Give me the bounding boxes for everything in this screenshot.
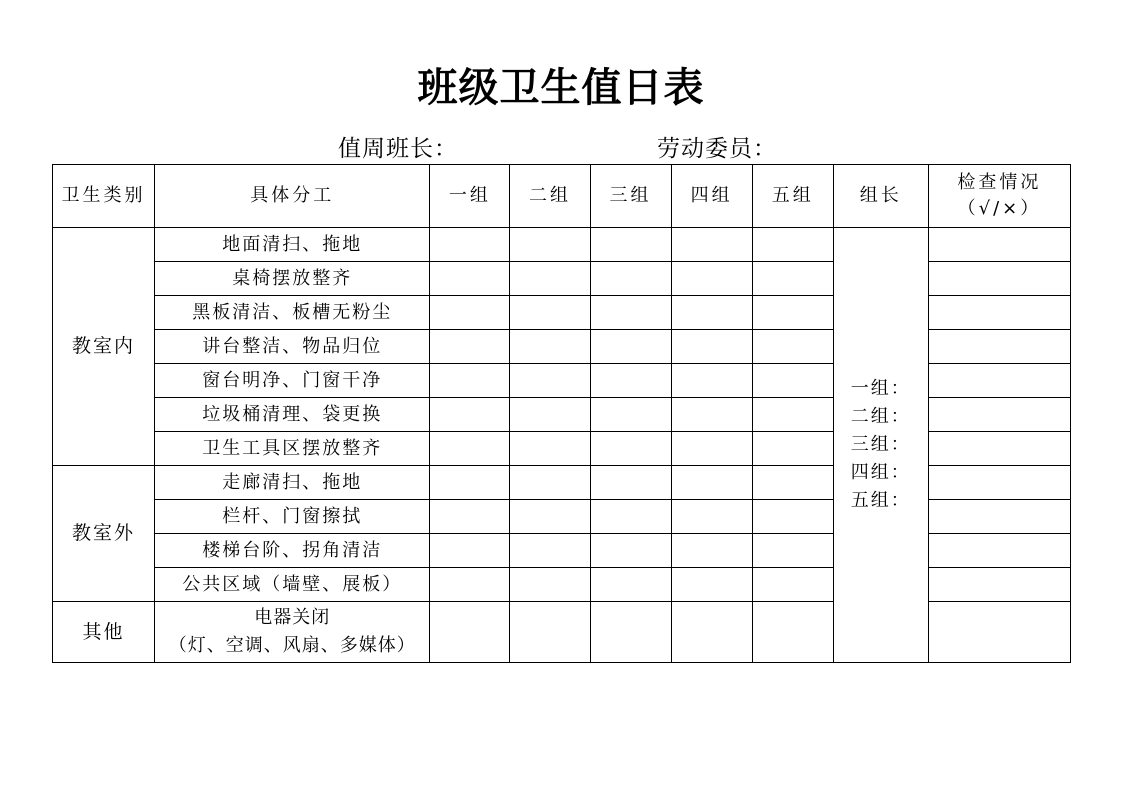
group-2-cell[interactable] — [510, 398, 590, 432]
task-appliances-detail: （灯、空调、风扇、多媒体） — [168, 635, 416, 656]
group-4-cell[interactable] — [671, 602, 752, 663]
check-cell[interactable] — [928, 432, 1070, 466]
check-cell[interactable] — [928, 296, 1070, 330]
leader-group-3: 三组： — [850, 434, 911, 455]
task-cell: 公共区域（墙壁、展板） — [155, 568, 430, 602]
group-4-cell[interactable] — [671, 500, 752, 534]
group-3-cell[interactable] — [590, 534, 671, 568]
check-cell[interactable] — [928, 262, 1070, 296]
check-cell[interactable] — [928, 602, 1070, 663]
group-2-cell[interactable] — [510, 296, 590, 330]
group-5-cell[interactable] — [752, 602, 833, 663]
task-cell: 地面清扫、拖地 — [155, 228, 430, 262]
group-2-cell[interactable] — [510, 602, 590, 663]
group-2-cell[interactable] — [510, 228, 590, 262]
group-3-cell[interactable] — [590, 568, 671, 602]
group-5-cell[interactable] — [752, 466, 833, 500]
group-4-cell[interactable] — [671, 432, 752, 466]
group-4-cell[interactable] — [671, 534, 752, 568]
task-appliances: 电器关闭 — [254, 607, 331, 628]
leader-group-5: 五组： — [850, 490, 911, 511]
group-3-cell[interactable] — [590, 500, 671, 534]
category-indoor: 教室内 — [53, 228, 155, 466]
check-cell[interactable] — [928, 398, 1070, 432]
group-1-cell[interactable] — [430, 398, 510, 432]
header-group-2: 二组 — [510, 165, 590, 228]
group-5-cell[interactable] — [752, 398, 833, 432]
leader-group-1: 一组： — [850, 378, 911, 399]
group-2-cell[interactable] — [510, 534, 590, 568]
group-3-cell[interactable] — [590, 296, 671, 330]
header-check-title: 检查情况 — [957, 172, 1042, 193]
labor-committee-label: 劳动委员： — [657, 136, 777, 162]
group-5-cell[interactable] — [752, 330, 833, 364]
task-cell: 垃圾桶清理、袋更换 — [155, 398, 430, 432]
group-5-cell[interactable] — [752, 432, 833, 466]
group-4-cell[interactable] — [671, 262, 752, 296]
group-2-cell[interactable] — [510, 500, 590, 534]
header-group-1: 一组 — [430, 165, 510, 228]
group-1-cell[interactable] — [430, 364, 510, 398]
group-3-cell[interactable] — [590, 398, 671, 432]
task-cell: 窗台明净、门窗干净 — [155, 364, 430, 398]
group-4-cell[interactable] — [671, 296, 752, 330]
task-cell — [155, 602, 430, 663]
group-5-cell[interactable] — [752, 500, 833, 534]
group-1-cell[interactable] — [430, 228, 510, 262]
header-group-3: 三组 — [590, 165, 671, 228]
task-cell: 卫生工具区摆放整齐 — [155, 432, 430, 466]
group-1-cell[interactable] — [430, 466, 510, 500]
header-task: 具体分工 — [155, 165, 430, 228]
check-cell[interactable] — [928, 568, 1070, 602]
group-1-cell[interactable] — [430, 296, 510, 330]
leader-cell[interactable] — [833, 228, 928, 663]
check-cell[interactable] — [928, 466, 1070, 500]
group-3-cell[interactable] — [590, 432, 671, 466]
group-5-cell[interactable] — [752, 568, 833, 602]
category-outdoor: 教室外 — [53, 466, 155, 602]
group-2-cell[interactable] — [510, 330, 590, 364]
group-1-cell[interactable] — [430, 432, 510, 466]
group-2-cell[interactable] — [510, 568, 590, 602]
header-row — [53, 165, 1071, 228]
leader-group-4: 四组： — [850, 462, 911, 483]
task-cell: 桌椅摆放整齐 — [155, 262, 430, 296]
task-cell: 黑板清洁、板槽无粉尘 — [155, 296, 430, 330]
group-5-cell[interactable] — [752, 262, 833, 296]
group-2-cell[interactable] — [510, 364, 590, 398]
group-2-cell[interactable] — [510, 432, 590, 466]
group-3-cell[interactable] — [590, 330, 671, 364]
category-other: 其他 — [53, 602, 155, 663]
group-1-cell[interactable] — [430, 500, 510, 534]
header-check — [928, 165, 1070, 228]
group-2-cell[interactable] — [510, 466, 590, 500]
task-cell: 走廊清扫、拖地 — [155, 466, 430, 500]
group-5-cell[interactable] — [752, 296, 833, 330]
group-5-cell[interactable] — [752, 364, 833, 398]
group-3-cell[interactable] — [590, 228, 671, 262]
header-group-4: 四组 — [671, 165, 752, 228]
check-cell[interactable] — [928, 228, 1070, 262]
header-leader: 组长 — [833, 165, 928, 228]
table-row — [53, 228, 1071, 262]
check-cell[interactable] — [928, 500, 1070, 534]
check-cell[interactable] — [928, 534, 1070, 568]
group-3-cell[interactable] — [590, 602, 671, 663]
duty-monitor-label: 值周班长： — [338, 136, 458, 162]
task-cell: 楼梯台阶、拐角清洁 — [155, 534, 430, 568]
duty-table — [52, 164, 1071, 663]
task-cell: 讲台整洁、物品归位 — [155, 330, 430, 364]
group-3-cell[interactable] — [590, 364, 671, 398]
group-4-cell[interactable] — [671, 228, 752, 262]
group-5-cell[interactable] — [752, 534, 833, 568]
group-1-cell[interactable] — [430, 262, 510, 296]
header-check-symbols: （√/×） — [957, 198, 1042, 219]
group-3-cell[interactable] — [590, 466, 671, 500]
group-4-cell[interactable] — [671, 330, 752, 364]
check-cell[interactable] — [928, 364, 1070, 398]
group-5-cell[interactable] — [752, 228, 833, 262]
group-1-cell[interactable] — [430, 602, 510, 663]
header-category: 卫生类别 — [53, 165, 155, 228]
group-4-cell[interactable] — [671, 466, 752, 500]
group-2-cell[interactable] — [510, 262, 590, 296]
header-group-5: 五组 — [752, 165, 833, 228]
page-title: 班级卫生值日表 — [417, 65, 705, 111]
group-1-cell[interactable] — [430, 568, 510, 602]
group-1-cell[interactable] — [430, 330, 510, 364]
group-4-cell[interactable] — [671, 568, 752, 602]
group-4-cell[interactable] — [671, 398, 752, 432]
check-cell[interactable] — [928, 330, 1070, 364]
group-1-cell[interactable] — [430, 534, 510, 568]
group-3-cell[interactable] — [590, 262, 671, 296]
leader-group-2: 二组： — [850, 406, 911, 427]
task-cell: 栏杆、门窗擦拭 — [155, 500, 430, 534]
group-4-cell[interactable] — [671, 364, 752, 398]
